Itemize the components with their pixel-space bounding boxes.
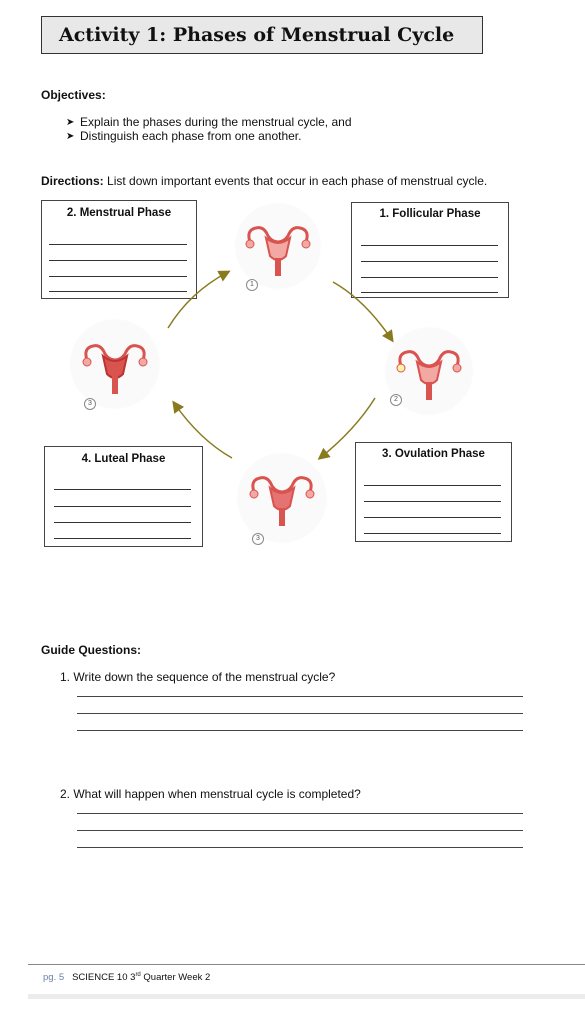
ovulation-phase-title: 3. Ovulation Phase xyxy=(382,448,485,460)
answer-line[interactable] xyxy=(77,730,523,731)
page-title: Activity 1: Phases of Menstrual Cycle xyxy=(59,24,455,46)
follicular-phase-title: 1. Follicular Phase xyxy=(379,208,481,220)
guide-heading: Guide Questions: xyxy=(41,643,142,657)
objective-text-2: Distinguish each phase from one another. xyxy=(80,129,302,143)
footer-sup: rd xyxy=(135,972,141,978)
answer-line[interactable] xyxy=(77,696,523,697)
guide-question-1: 1. Write down the sequence of the menstrual cycle? xyxy=(60,670,336,684)
footer xyxy=(43,972,210,983)
objectives-heading: Objectives: xyxy=(41,88,106,102)
arrow-ovulation-to-bottom xyxy=(320,398,375,458)
arrow-bullet-icon: ➤ xyxy=(66,116,75,128)
step-badge: 3 xyxy=(252,533,264,545)
arrow-bullet-icon: ➤ xyxy=(66,130,75,142)
footer-quarter: Quarter Week 2 xyxy=(140,972,211,984)
footer-shadow xyxy=(28,994,585,999)
step-badge: 2 xyxy=(390,394,402,406)
guide-question-2: 2. What will happen when menstrual cycle is completed? xyxy=(60,787,361,801)
arrow-follicular-to-ovulation xyxy=(333,282,392,340)
menstrual-phase-title: 2. Menstrual Phase xyxy=(66,207,172,219)
answer-line[interactable] xyxy=(77,847,523,848)
footer-subject: SCIENCE 10 3 xyxy=(72,972,136,984)
arrow-left-to-top xyxy=(168,272,228,328)
answer-line[interactable] xyxy=(77,830,523,831)
directions-label: Directions: xyxy=(41,174,104,188)
objective-text-1: Explain the phases during the menstrual cycle, and xyxy=(80,115,352,129)
answer-line[interactable] xyxy=(77,813,523,814)
arrow-luteal-to-left xyxy=(174,403,232,458)
step-badge: 1 xyxy=(246,279,258,291)
step-badge: 3 xyxy=(84,398,96,410)
footer-divider xyxy=(28,964,585,965)
luteal-phase-title: 4. Luteal Phase xyxy=(81,453,166,465)
footer-page: pg. 5 xyxy=(43,972,65,984)
directions-text: List down important events that occur in each phase of menstrual cycle. xyxy=(103,174,488,188)
answer-line[interactable] xyxy=(77,713,523,714)
